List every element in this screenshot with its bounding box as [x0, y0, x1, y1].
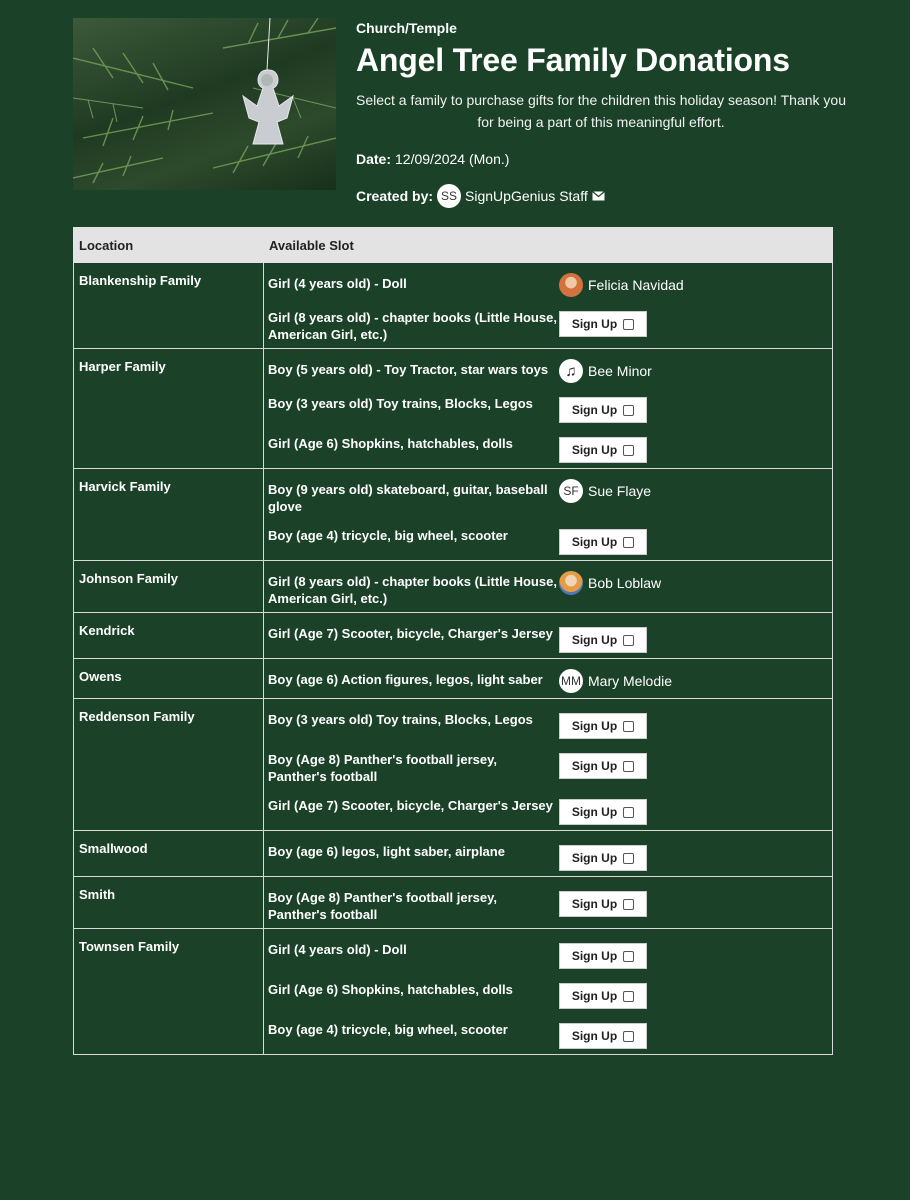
signup-checkbox[interactable]	[623, 951, 634, 962]
angel-ornament-image	[73, 18, 336, 190]
slot-description: Girl (4 years old) - Doll	[268, 276, 407, 291]
creator-name: SignUpGenius Staff	[465, 188, 588, 204]
slot-action	[558, 623, 832, 653]
signup-label: Sign Up	[571, 535, 618, 549]
family-name: Harper Family	[74, 349, 264, 469]
slot-action	[558, 841, 832, 871]
slots-table	[73, 227, 833, 1055]
slot-list	[264, 699, 833, 831]
slot-list	[264, 929, 833, 1055]
slot-description: Boy (5 years old) - Toy Tractor, star wars toys	[268, 362, 549, 377]
slot-item	[264, 1009, 832, 1054]
slot-action	[558, 709, 832, 739]
signup-button[interactable]	[559, 845, 647, 871]
col-slot-header: Available Slot	[264, 228, 833, 263]
family-row	[74, 263, 833, 349]
family-row	[74, 613, 833, 659]
signup-checkbox[interactable]	[623, 991, 634, 1002]
slot-description: Boy (age 4) tricycle, big wheel, scooter	[268, 1022, 508, 1037]
creator-row	[356, 183, 846, 209]
signup-checkbox[interactable]	[623, 405, 634, 416]
signup-button[interactable]	[559, 437, 647, 463]
slot-action	[558, 433, 832, 463]
slot-description: Girl (Age 7) Scooter, bicycle, Charger's Jersey	[268, 626, 553, 641]
signup-label: Sign Up	[571, 759, 618, 773]
signup-label: Sign Up	[571, 403, 618, 417]
signup-checkbox[interactable]	[623, 1031, 634, 1042]
signup-label: Sign Up	[571, 719, 618, 733]
signup-label: Sign Up	[571, 897, 618, 911]
slot-item	[264, 831, 832, 876]
slot-description: Girl (Age 6) Shopkins, hatchables, dolls	[268, 436, 513, 451]
signup-button[interactable]	[559, 891, 647, 917]
signed-up-person	[559, 669, 672, 693]
signup-checkbox[interactable]	[623, 445, 634, 456]
signup-checkbox[interactable]	[623, 635, 634, 646]
signup-label: Sign Up	[571, 949, 618, 963]
slot-action	[558, 939, 832, 969]
family-name: Johnson Family	[74, 561, 264, 613]
family-name: Owens	[74, 659, 264, 699]
slot-item	[264, 383, 832, 423]
family-name: Townsen Family	[74, 929, 264, 1055]
signed-up-person	[559, 479, 651, 503]
slot-action	[558, 359, 832, 383]
signup-checkbox[interactable]	[623, 853, 634, 864]
slot-description: Boy (Age 8) Panther's football jersey, Panther's football	[268, 752, 497, 784]
family-name: Blankenship Family	[74, 263, 264, 349]
person-name: Sue Flaye	[588, 483, 652, 499]
slot-item	[264, 297, 832, 348]
person-avatar	[559, 571, 583, 595]
signup-label: Sign Up	[571, 1029, 618, 1043]
slot-list	[264, 613, 833, 659]
person-name: Bob Loblaw	[588, 575, 662, 591]
signup-checkbox[interactable]	[623, 761, 634, 772]
slot-item	[264, 613, 832, 658]
mail-icon[interactable]	[592, 191, 605, 201]
slot-item	[264, 349, 832, 383]
slot-item	[264, 423, 832, 468]
person-avatar: MM	[559, 669, 583, 693]
signup-button[interactable]	[559, 1023, 647, 1049]
slot-list	[264, 263, 833, 349]
slot-list	[264, 659, 833, 699]
slot-description: Boy (age 6) legos, light saber, airplane	[268, 844, 505, 859]
slot-action	[558, 979, 832, 1009]
signup-label: Sign Up	[571, 989, 618, 1003]
person-avatar	[559, 273, 583, 297]
creator-avatar: SS	[437, 184, 461, 208]
slot-item	[264, 469, 832, 515]
slot-action	[558, 887, 832, 923]
slot-action	[558, 571, 832, 607]
signup-label: Sign Up	[571, 805, 618, 819]
signed-up-person	[559, 273, 684, 297]
signup-button[interactable]	[559, 713, 647, 739]
family-row	[74, 349, 833, 469]
signup-button[interactable]	[559, 753, 647, 779]
family-name: Smallwood	[74, 831, 264, 877]
created-by-label: Created by:	[356, 188, 434, 204]
slot-action	[558, 669, 832, 693]
person-name: Bee Minor	[588, 363, 652, 379]
slot-description: Girl (4 years old) - Doll	[268, 942, 407, 957]
slot-item	[264, 263, 832, 297]
slot-action	[558, 273, 832, 297]
category-label: Church/Temple	[356, 20, 457, 36]
family-name: Smith	[74, 877, 264, 929]
col-location-header: Location	[74, 228, 264, 263]
family-row	[74, 877, 833, 929]
slot-item	[264, 969, 832, 1009]
signed-up-person	[559, 571, 661, 595]
family-row	[74, 561, 833, 613]
slot-list	[264, 831, 833, 877]
slot-description: Boy (age 4) tricycle, big wheel, scooter	[268, 528, 508, 543]
slot-list	[264, 561, 833, 613]
signup-button[interactable]	[559, 983, 647, 1009]
slot-item	[264, 877, 832, 928]
signup-button[interactable]	[559, 627, 647, 653]
slot-description: Boy (Age 8) Panther's football jersey, Panther's football	[268, 890, 497, 922]
signup-button[interactable]	[559, 529, 647, 555]
family-row	[74, 831, 833, 877]
date-row	[356, 149, 846, 169]
person-name: Mary Melodie	[588, 673, 673, 689]
family-row	[74, 659, 833, 699]
signup-button[interactable]	[559, 799, 647, 825]
date-label: Date:	[356, 151, 392, 167]
slot-description: Boy (9 years old) skateboard, guitar, baseball glove	[268, 482, 548, 514]
slot-item	[264, 561, 832, 612]
slot-description: Boy (age 6) Action figures, legos, light saber	[268, 672, 543, 687]
slot-action	[558, 307, 832, 343]
slot-item	[264, 699, 832, 739]
family-row	[74, 699, 833, 831]
slot-action	[558, 1019, 832, 1049]
music-note-icon: ♫	[559, 359, 583, 383]
header	[0, 0, 910, 227]
slot-item	[264, 929, 832, 969]
slot-description: Girl (Age 7) Scooter, bicycle, Charger's Jersey	[268, 798, 553, 813]
signed-up-person	[559, 359, 652, 383]
slot-item	[264, 515, 832, 560]
family-row	[74, 469, 833, 561]
slot-item	[264, 739, 832, 785]
signup-checkbox[interactable]	[623, 537, 634, 548]
signup-checkbox[interactable]	[623, 807, 634, 818]
signup-button[interactable]	[559, 311, 647, 337]
slot-description: Boy (3 years old) Toy trains, Blocks, Legos	[268, 396, 533, 411]
signup-label: Sign Up	[571, 633, 618, 647]
family-row	[74, 929, 833, 1055]
date-value: 12/09/2024 (Mon.)	[395, 151, 510, 167]
family-name: Reddenson Family	[74, 699, 264, 831]
person-avatar: SF	[559, 479, 583, 503]
signup-checkbox[interactable]	[623, 319, 634, 330]
signup-label: Sign Up	[571, 317, 618, 331]
slot-action	[558, 749, 832, 785]
signup-checkbox[interactable]	[623, 899, 634, 910]
signup-checkbox[interactable]	[623, 721, 634, 732]
person-name: Felicia Navidad	[588, 277, 684, 293]
signup-button[interactable]	[559, 397, 647, 423]
slot-list	[264, 877, 833, 929]
page-title: Angel Tree Family Donations	[356, 42, 790, 78]
signup-label: Sign Up	[571, 851, 618, 865]
slot-action	[558, 795, 832, 825]
slot-item	[264, 785, 832, 830]
slot-list	[264, 349, 833, 469]
slot-action	[558, 393, 832, 423]
slot-action	[558, 479, 832, 515]
slot-description: Girl (8 years old) - chapter books (Little House, American Girl, etc.)	[268, 310, 557, 342]
family-name: Harvick Family	[74, 469, 264, 561]
family-name: Kendrick	[74, 613, 264, 659]
signup-button[interactable]	[559, 943, 647, 969]
description: Select a family to purchase gifts for the children this holiday season! Thank you for being a part of this meaningful effort.	[356, 92, 847, 130]
slot-description: Girl (Age 6) Shopkins, hatchables, dolls	[268, 982, 513, 997]
slot-description: Girl (8 years old) - chapter books (Little House, American Girl, etc.)	[268, 574, 557, 606]
slot-description: Boy (3 years old) Toy trains, Blocks, Legos	[268, 712, 533, 727]
slot-item	[264, 659, 832, 698]
slot-list	[264, 469, 833, 561]
signup-label: Sign Up	[571, 443, 618, 457]
slot-action	[558, 525, 832, 555]
